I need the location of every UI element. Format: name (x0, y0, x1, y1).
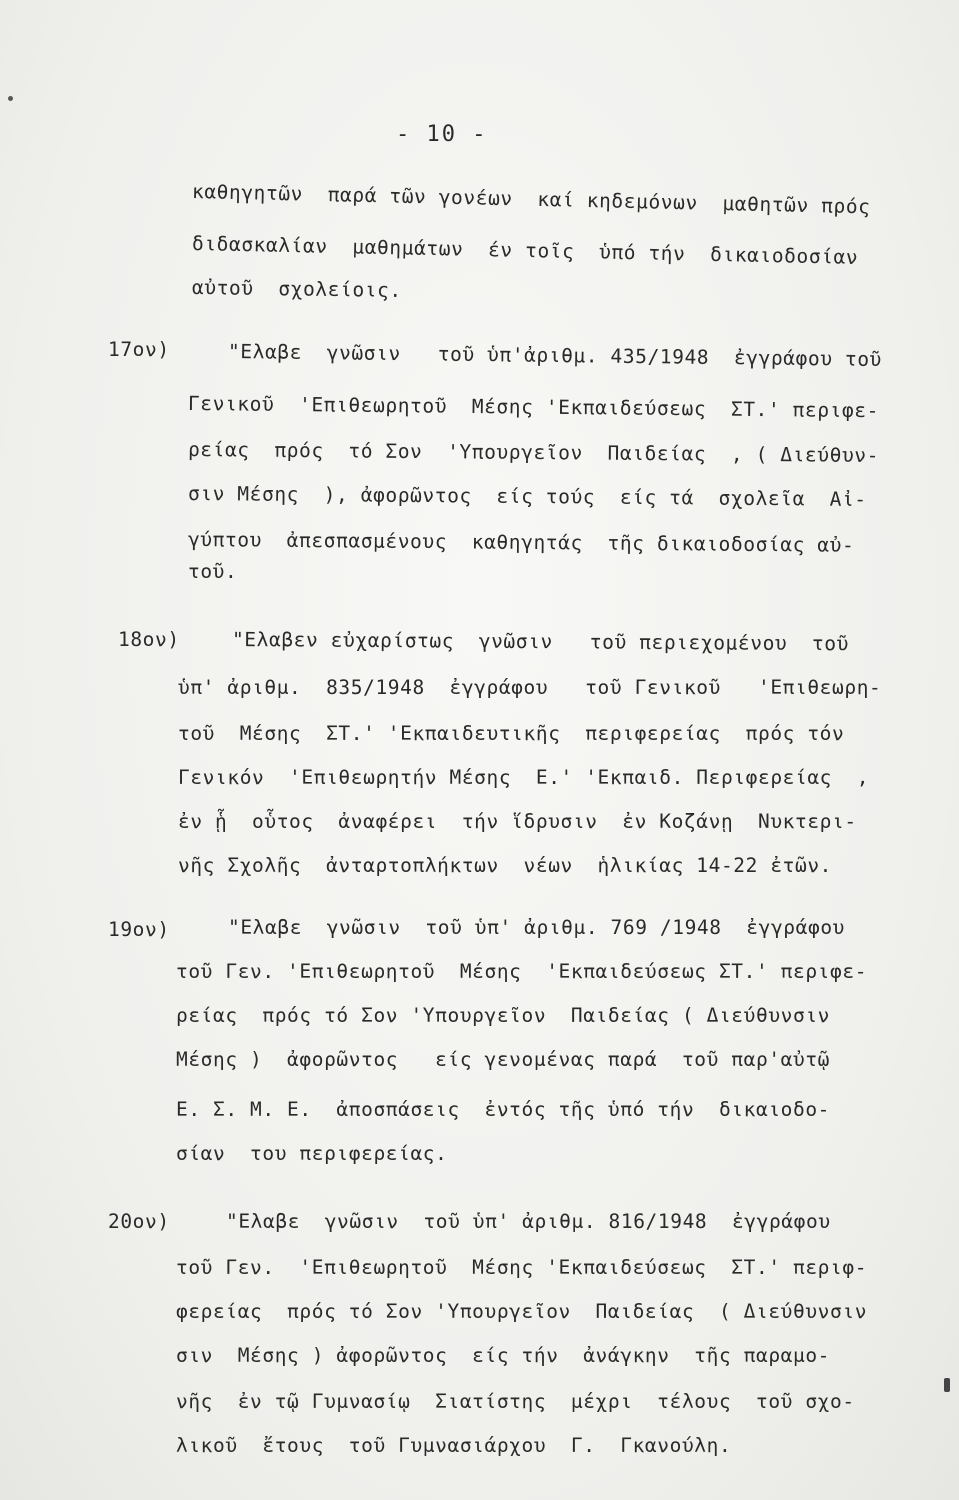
item-19-line-2: τοῦ Γεν. 'Επιθεωρητοῦ Μέσης 'Εκπαιδεύσεως ΣΤ.' περιφε- (176, 960, 868, 983)
item-19-line-4: Μέσης ) ἀφορῶντος είς γενομένας παρά τοῦ παρ'αὐτῷ (176, 1048, 831, 1071)
item-17-line-6: τοῦ. (188, 560, 238, 583)
item-17-line-1: "Ελαβε γνῶσιν τοῦ ὑπ'ἀριθμ. 435/1948 ἐγγράφου τοῦ (227, 340, 883, 371)
item-17-line-2: Γενικοῦ 'Επιθεωρητοῦ Μέσης 'Εκπαιδεύσεως ΣΤ.' περιφε- (187, 392, 880, 423)
item-number-20: 20ον) (108, 1210, 170, 1233)
scan-speck (944, 1378, 950, 1392)
intro-line-1: καθηγητῶν παρά τῶν γονέων καί κηδεμόνων μαθητῶν πρός (191, 180, 871, 219)
item-19-line-1: "Ελαβε γνῶσιν τοῦ ὑπ' ἀριθμ. 769 /1948 ἐγγράφου (228, 916, 845, 939)
intro-line-2: διδασκαλίαν μαθημάτων έν τοῖς ὑπό τήν δικαιοδοσίαν (191, 232, 859, 269)
item-number-18: 18ον) (118, 628, 180, 651)
item-19-line-6: σίαν του περιφερείας. (176, 1142, 448, 1165)
item-19-line-3: ρείας πρός τό Σον 'Υπουργεῖον Παιδείας ( Διεύθυνσιν (176, 1004, 831, 1027)
item-20-line-5: νῆς ἐν τῷ Γυμνασίῳ Σιατίστης μέχρι τέλους τοῦ σχο- (176, 1390, 855, 1413)
item-18-line-1: "Ελαβεν εὐχαρίστως γνῶσιν τοῦ περιεχομένου τοῦ (231, 628, 850, 656)
scan-speck (8, 96, 13, 101)
item-20-line-6: λικοῦ ἔτους τοῦ Γυμνασιάρχου Γ. Γκανούλη. (176, 1434, 732, 1457)
item-20-line-2: τοῦ Γεν. 'Επιθεωρητοῦ Μέσης 'Εκπαιδεύσεως ΣΤ.' περιφ- (176, 1256, 868, 1279)
item-18-line-3: τοῦ Μέσης ΣΤ.' 'Εκπαιδευτικῆς περιφερείας πρός τόν (178, 722, 845, 745)
item-17-line-3: ρείας πρός τό Σον 'Υπουργεῖον Παιδείας , ( Διεύθυν- (187, 438, 880, 468)
item-number-19: 19ον) (108, 918, 170, 941)
item-number-17: 17ον) (108, 338, 170, 361)
item-17-line-5: γύπτου ἀπεσπασμένους καθηγητάς τῆς δικαιοδοσίας αὐ- (187, 528, 855, 557)
item-18-line-5: ἐν ᾗ οὗτος ἀναφέρει τήν ἵδρυσιν ἐν Κοζάνῃ Νυκτερι- (178, 810, 857, 833)
item-20-line-1: "Ελαβε γνῶσιν τοῦ ὑπ' ἀριθμ. 816/1948 ἐγγράφου (226, 1210, 831, 1233)
item-20-line-3: φερείας πρός τό Σον 'Υπουργεῖον Παιδείας ( Διεύθυνσιν (176, 1300, 868, 1323)
item-18-line-4: Γενικόν 'Επιθεωρητήν Μέσης Ε.' 'Εκπαιδ. Περιφερείας , (178, 766, 870, 789)
page-number: - 10 - (396, 122, 488, 147)
item-19-line-5: Ε. Σ. Μ. Ε. ἀποσπάσεις ἐντός τῆς ὑπό τήν δικαιοδο- (176, 1098, 831, 1121)
item-18-line-2: ὑπ' ἀριθμ. 835/1948 ἐγγράφου τοῦ Γενικοῦ 'Επιθεωρη- (178, 676, 882, 699)
item-18-line-6: νῆς Σχολῆς ἀνταρτοπλήκτων νέων ἡλικίας 14-22 ἐτῶν. (178, 854, 833, 877)
item-20-line-4: σιν Μέσης ) ἀφορῶντος είς τήν ἀνάγκην τῆς παραμο- (176, 1344, 831, 1367)
intro-line-3: αὐτοῦ σχολείοις. (191, 276, 402, 302)
item-17-line-4: σιν Μέσης ), ἀφορῶντος είς τούς είς τά σχολεῖα Αἰ- (187, 482, 867, 511)
